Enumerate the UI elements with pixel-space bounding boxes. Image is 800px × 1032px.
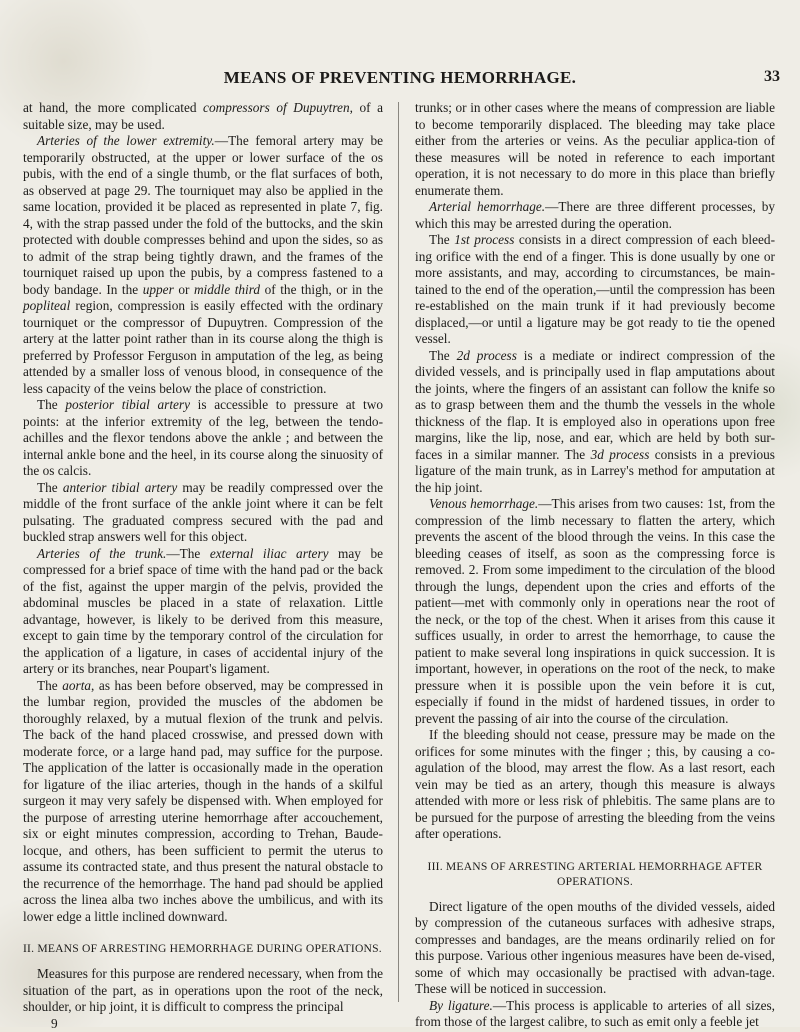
column-divider [398, 102, 399, 1002]
section-heading: III. MEANS OF ARRESTING ARTERIAL HEMORRHAGE AFTER OPERATIONS. [415, 859, 775, 889]
paragraph: trunks; or in other cases where the means of compression are liable to become temporarily displaced. The bleeding may take place either from the arteries or veins. As the peculiar applica-tion of these measures will be noted in reference to each important operation, it is not necessary to do more in this place than briefly enumerate them. [415, 100, 775, 199]
paragraph: Arteries of the trunk.—The external iliac artery may be compressed for a brief space of time with the hand pad or the back of the fist, against the upper margin of the pelvis, provided the abdominal muscles be placed in a state of relaxation. Little advantage, however, is likely to be derived from this measure, except to gain time by the temporary control of the circulation for the application of a ligature, in cases of accidental injury of the artery or its branches, near Poupart's ligament. [23, 546, 383, 678]
paragraph: The anterior tibial artery may be readily compressed over the middle of the front surface of the ankle joint where it can be felt pulsating. The graduated compress secured with the pad and buckled strap answers well for this object. [23, 480, 383, 546]
paragraph: Arteries of the lower extremity.—The femoral artery may be temporarily obstructed, at the upper or lower surface of the os pubis, with the end of a single thumb, or the flat surfaces of both, as observed at page 29. The tourniquet may also be applied in the same location, provided it be placed as represented in plate 7, fig. 4, with the strap passed under the fold of the buttocks, and the skin protected with double compresses behind and upon the sides, so as to admit of the strap being tightly drawn, and the frames of the tourniquet raised up upon the pubis, by a compress fastened to a body bandage. In the upper or middle third of the thigh, or in the popliteal region, compression is easily effected with the ordinary tourniquet or the compressor of Dupuytren. Compression of the artery at the latter point rather than in its course along the thigh is preferred by Professor Ferguson in amputation of the leg, as being attended by a smaller loss of venous blood, in consequence of the less capacity of the veins below the place of constriction. [23, 133, 383, 397]
paragraph: Measures for this purpose are rendered necessary, when from the situation of the part, as in operations upon the root of the neck, shoulder, or hip joint, it is difficult to compress the principal [23, 966, 383, 1016]
paragraph: The posterior tibial artery is accessible to pressure at two points: at the inferior extremity of the leg, between the tendo-achilles and the flexor tendons above the ankle ; and between the internal ankle bone and the heel, in its course along the sinuosity of the os calcis. [23, 397, 383, 480]
left-column [23, 100, 383, 1032]
signature-mark: 9 [23, 1016, 383, 1032]
paragraph: Arterial hemorrhage.—There are three different processes, by which this may be arrested during the operation. [415, 199, 775, 232]
paragraph: The 1st process consists in a direct compression of each bleed-ing orifice with the end of a finger. This is done usually by one or more assistants, and may, according to circumstances, be main-tained to the end of the operation,—until the compression has been re-established on the main trunk if it had previously become displaced,—or until a ligature may be got ready to tie the opened vessel. [415, 232, 775, 348]
right-column [415, 100, 775, 1031]
page-number: 33 [764, 68, 780, 86]
paragraph: The 2d process is a mediate or indirect compression of the divided vessels, and is principally used in flap amputations about the joints, where the fingers of an assistant can follow the knife so as to grasp between them and the thumb the vessels in the whole thickness of the flap. It is employed also in operations upon free margins, like the lip, nose, and ear, which are held by both sur-faces in a similar manner. The 3d process consists in a previous ligature of the main trunk, as in Larrey's method for amputation at the hip joint. [415, 348, 775, 497]
paragraph: Venous hemorrhage.—This arises from two causes: 1st, from the compression of the limb necessary to flatten the artery, which prevents the ascent of the blood through the veins. In this case the bleeding ceases of itself, as soon as the compressing force is removed. 2. From some impediment to the circulation of the blood through the lungs, dependent upon the cries and efforts of the patient—met with commonly only in operations near the root of the neck, or the top of the chest. When it arises from this cause it suffices usually, in order to arrest the hemorrhage, to cause the patient to make several long inspirations in quick succession. It is important, however, in operations on the root of the neck, to make pressure when it is possible upon the vein before it is cut, especially if found in the midst of hardened tissues, in order to prevent the passing of air into the course of the circulation. [415, 496, 775, 727]
paragraph: If the bleeding should not cease, pressure may be made on the orifices for some minutes with the finger ; this, by causing a co-agulation of the blood, may arrest the flow. As a last resort, each vein may be tied as an artery, though this measure is always attended with more or less risk of phlebitis. The same plans are to be pursued for the purpose of arresting the bleeding from the veins after operations. [415, 727, 775, 843]
section-heading: II. MEANS OF ARRESTING HEMORRHAGE DURING OPERATIONS. [23, 941, 383, 956]
paragraph: Direct ligature of the open mouths of the divided vessels, aided by compression of the cutaneous surfaces with adhesive straps, compresses and bandages, are the means ordinarily relied on for this purpose. Various other ingenious measures have been de-vised, some of which may occasionally be practised with advan-tage. These will be noticed in succession. [415, 899, 775, 998]
page-title: MEANS OF PREVENTING HEMORRHAGE. [0, 68, 800, 88]
running-header [0, 68, 800, 92]
paragraph: The aorta, as has been before observed, may be compressed in the lumbar region, provided the muscles of the abdomen be thoroughly relaxed, by a mutual flexion of the trunk and pelvis. The back of the hand placed crosswise, and pressed down with moderate force, or a large hand pad, may suffice for the purpose. The application of the latter is occasionally made in the operation for ligature of the iliac arteries, though in the hands of a skilful surgeon it may very safely be dispensed with. When employed for the purpose of arresting uterine hemorrhage after accouchement, six or eight minutes compression, according to Trehan, Baude-locque, and others, has been sufficient to permit the uterus to assume its contracted state, and thus present the natural obstacle to the recurrence of the hemorrhage. The hand pad should be applied across the linea alba two inches above the umbilicus, and with its lower edge a little inclined downward. [23, 678, 383, 926]
paragraph: By ligature.—This process is applicable to arteries of all sizes, from those of the largest calibre, to such as emit only a feeble jet [415, 998, 775, 1031]
paragraph: at hand, the more complicated compressors of Dupuytren, of a suitable size, may be used. [23, 100, 383, 133]
